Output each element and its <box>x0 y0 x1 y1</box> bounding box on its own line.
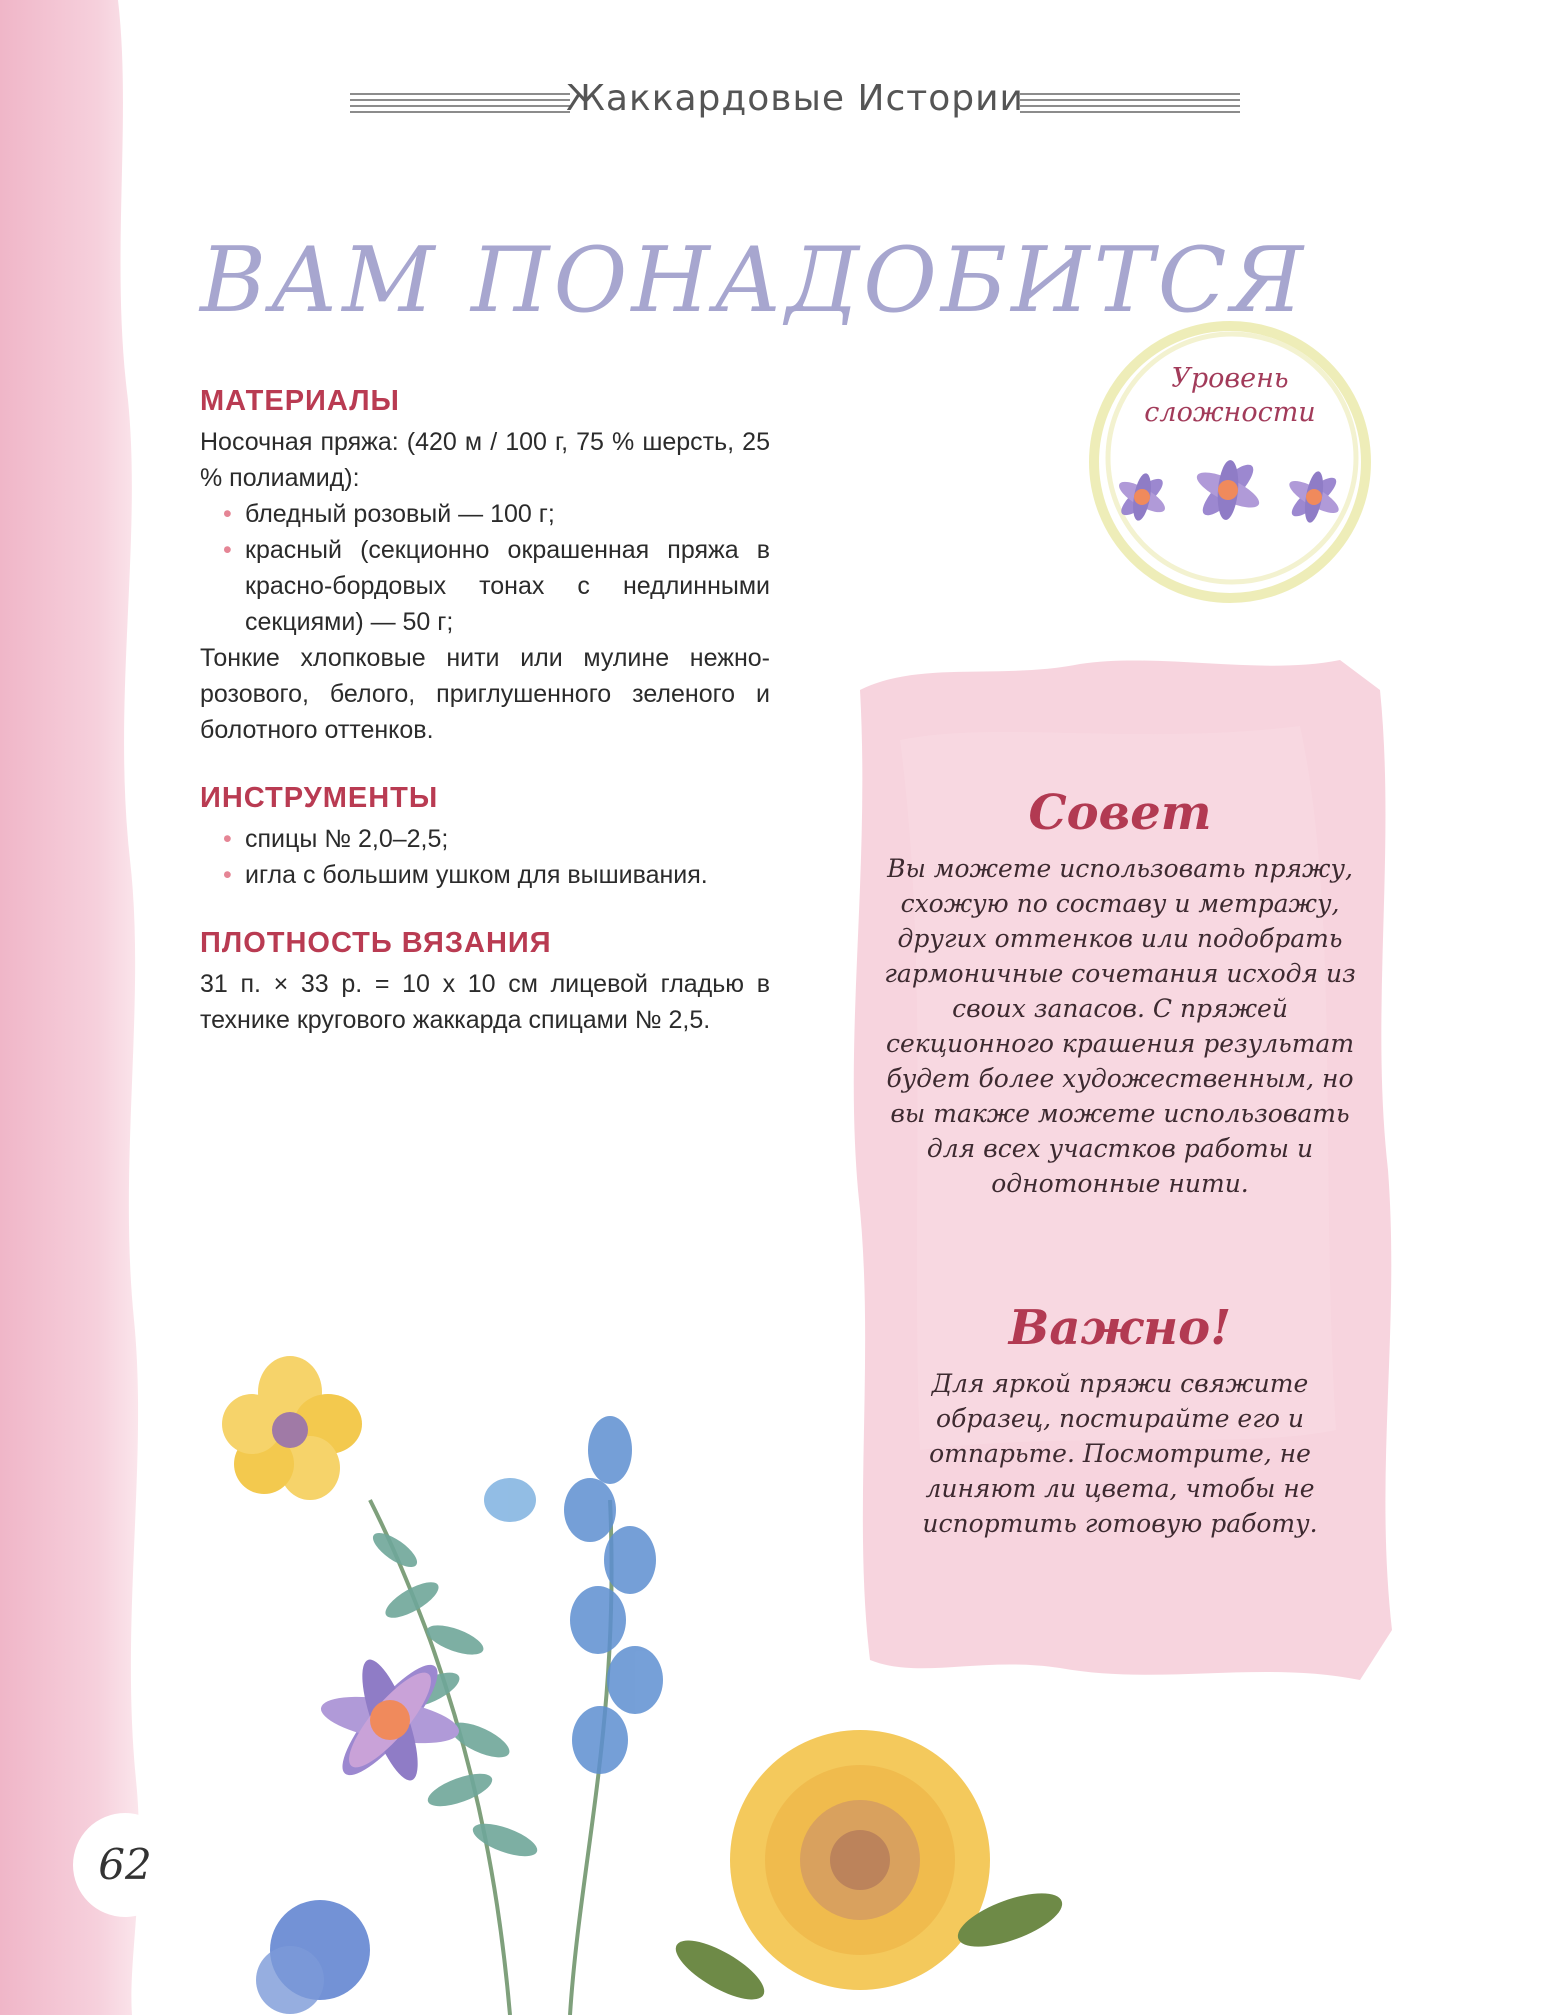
materials-extra: Тонкие хлопковые нити или мулине нежно-розового, белого, приглушенного зеленого и болотного оттенков. <box>200 644 770 744</box>
list-item: • бледный розовый — 100 г; <box>245 496 770 532</box>
tools-heading: ИНСТРУМЕНТЫ <box>200 782 439 814</box>
important-text: Для яркой пряжи свяжите образец, постирайте его и отпарьте. Посмотрите, не линяют ли цвета, чтобы не испортить готовую работу. <box>922 1369 1318 1538</box>
gauge-heading: ПЛОТНОСТЬ ВЯЗАНИЯ <box>200 927 552 959</box>
difficulty-badge <box>1080 312 1380 612</box>
list-item: • красный (секционно окрашенная пряжа в красно-бордовых тонах с недлинными секциями) — 50 г; <box>245 532 770 640</box>
flower-icon <box>1193 458 1264 522</box>
left-watercolor-wash <box>0 0 160 2015</box>
materials-list <box>200 496 770 640</box>
page-title: ВАМ ПОНАДОБИТСЯ <box>200 228 1308 333</box>
yellow-flower-icon <box>222 1356 362 1500</box>
materials-heading: МАТЕРИАЛЫ <box>200 385 400 417</box>
header-right-rules <box>1020 90 1240 120</box>
materials-section <box>200 385 770 748</box>
running-header <box>350 70 1240 130</box>
header-title: Жаккардовые Истории <box>566 78 1024 119</box>
list-item: • игла с большим ушком для вышивания. <box>245 857 770 893</box>
difficulty-label: Уровень сложности <box>1144 363 1316 428</box>
blue-bellflower-icon <box>484 1416 663 1774</box>
tools-section <box>200 782 770 893</box>
blue-cluster-icon <box>256 1900 370 2014</box>
page-number-badge <box>70 1810 180 1920</box>
list-item: • спицы № 2,0–2,5; <box>245 821 770 857</box>
difficulty-flowers <box>1115 458 1343 524</box>
floral-illustration <box>180 1340 1240 2015</box>
tip-title: Совет <box>1028 785 1212 841</box>
requirements-column <box>200 385 770 1038</box>
gauge-section <box>200 927 770 1038</box>
gauge-text: 31 п. × 33 р. = 10 х 10 см лицевой гладью в технике кругового жаккарда спицами № 2,5. <box>200 970 770 1034</box>
tools-list <box>200 821 770 893</box>
materials-intro: Носочная пряжа: (420 м / 100 г, 75 % шерсть, 25 % полиамид): <box>200 428 770 492</box>
page-number: 62 <box>98 1840 152 1889</box>
badge-ring <box>1080 312 1380 612</box>
tip-text: Вы можете использовать пряжу, схожую по составу и метражу, других оттенков или подобрать гармоничные сочетания исходя из своих запасов. С пряжей секционного крашения результат будет более художественным, но вы также можете использовать для всех участков работы и однотонные нити. <box>884 854 1356 1198</box>
yellow-rose-icon <box>668 1730 1069 2011</box>
tip-box <box>880 785 1360 1201</box>
flower-icon <box>1285 470 1342 524</box>
important-title: Важно! <box>1008 1300 1232 1356</box>
